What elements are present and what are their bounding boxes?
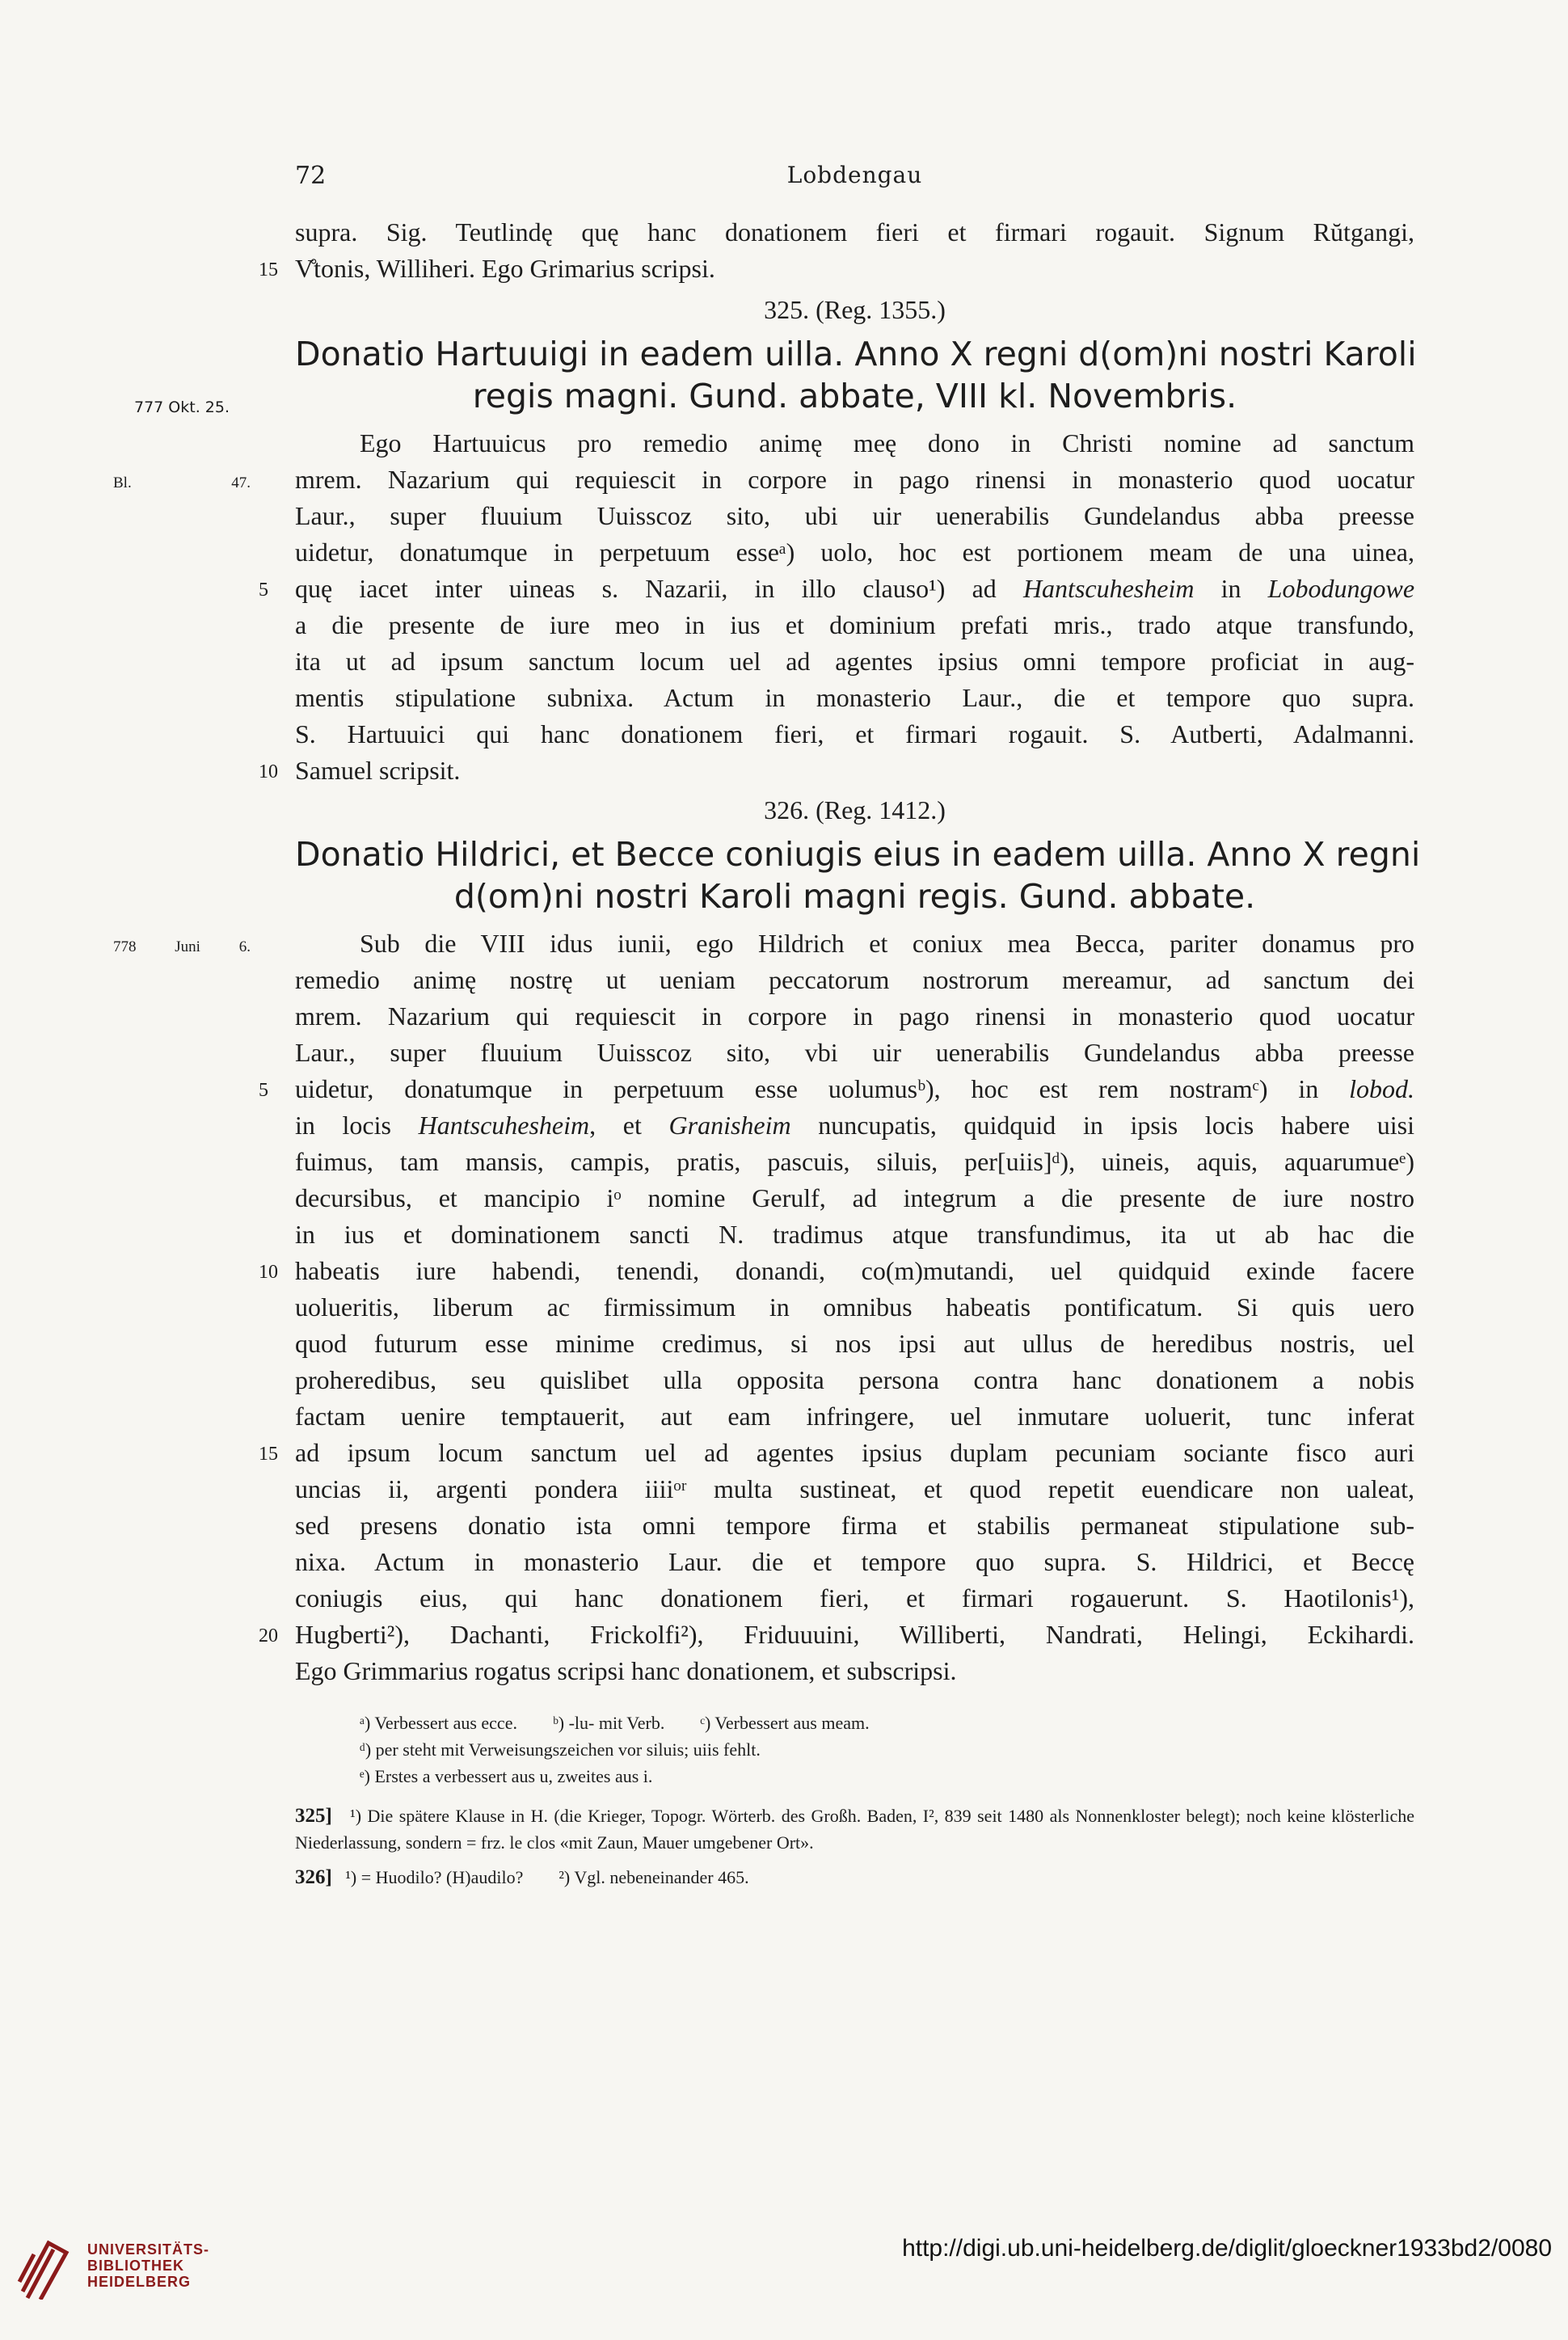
source-url-link[interactable]: http://digi.ub.uni-heidelberg.de/diglit/gloeckner1933bd2/0080 — [902, 2235, 1552, 2262]
commentary-325: 325] ¹) Die spätere Klause in H. (die Krieger, Topogr. Wörterb. des Großh. Baden, I², 839 seit 1480 als Nonnenkloster belegt); noch keine klösterliche Niederlassung, sondern = frz. le clos «mit Zaun, Mauer umgebener Ort». — [295, 1805, 1414, 1853]
line-number: 15 — [259, 1444, 278, 1465]
running-title: Lobdengau — [786, 162, 923, 188]
line-number: 5 — [259, 1080, 268, 1101]
margin-date: 777 Okt. 25. — [133, 398, 230, 416]
library-logo-icon — [16, 2235, 77, 2300]
line-number: 5 — [259, 580, 268, 601]
line-number: 10 — [259, 1262, 278, 1283]
text-line: 15 V̊tonis, Williheri. Ego Grimarius scripsi. — [295, 251, 1414, 287]
footnote: ᵈ) per steht mit Verweisungszeichen vor siluis; uiis fehlt. — [360, 1739, 761, 1760]
digitization-footer — [0, 2235, 1568, 2340]
margin-folio: Bl. 47. — [113, 474, 251, 491]
footnote: ᵃ) Verbessert aus ecce. ᵇ) -lu- mit Verb. ᶜ) Verbessert aus meam. — [360, 1713, 870, 1733]
text-line: supra. Sig. Teutlindę quę hanc donationem fieri et firmari rogauit. Signum Rŭtgangi, — [295, 217, 1414, 247]
line-number: 10 — [259, 761, 278, 782]
library-name: UNIVERSITÄTS- BIBLIOTHEK HEIDELBERG — [87, 2241, 210, 2290]
running-header — [295, 162, 1414, 194]
line-number: 20 — [259, 1625, 278, 1646]
commentary-326: 326] ¹) = Huodilo? (H)audilo? ²) Vgl. nebeneinander 465. — [295, 1866, 749, 1888]
margin-date: 778 Juni 6. — [113, 938, 251, 955]
main-text — [113, 214, 1421, 1689]
document-heading: Donatio Hildrici, et Becce coniugis eius in eadem uilla. Anno X regni d(om)ni nostri Karoli magni regis. Gund. abbate. — [295, 835, 1421, 916]
document-heading: Donatio Hartuuigi in eadem uilla. Anno X regni d(om)ni nostri Karoli 777 Okt. 25. regis magni. Gund. abbate, VIII kl. Novembris. — [295, 333, 1414, 417]
document-text: Ego Hartuuicus pro remedio animę meę dono in Christi nomine ad sanctum Bl. 47. mrem. Nazarium qui requiescit in corpore in pago rinensi in monasterio quod uocatur Laur., super fluuium Uuisscoz sito, ubi uir uenerabilis Gundelandus abba preesse uidetur, donatumque in perpetuum esseᵃ) uolo, hoc est portionem meam de una uinea, 5 quę iacet inter uineas s. Nazarii, in illo clauso¹) ad Hantscuhesheim in Lobodungowe a die presente de iure meo in ius et dominium prefati mris., trado atque transfundo, ita ut ad ipsum sanctum locum uel ad agentes ipsius omni tempore proficiat in aug- mentis stipulatione subnixa. Actum in monasterio Laur., die et tempore quo supra. S. Hartuuici qui hanc donationem fieri, et firmari rogauit. S. Autberti, Adalmanni. 10 Samuel scripsit. — [295, 425, 1414, 789]
line-number: 15 — [259, 259, 278, 280]
footnote: ᵉ) Erstes a verbessert aus u, zweites aus i. — [360, 1766, 653, 1786]
document-number: 326. (Reg. 1412.) — [764, 795, 946, 824]
footnotes — [295, 1710, 1414, 1891]
document-number: 325. (Reg. 1355.) — [764, 295, 946, 324]
document-text: 778 Juni 6. Sub die VIII idus iunii, ego Hildrich et coniux mea Becca, pariter donamus pro remedio animę nostrę ut ueniam peccatorum nostrorum mereamur, ad sanctum dei mrem. Nazarium qui requiescit in corpore in pago rinensi in monasterio quod uocatur Laur., super fluuium Uuisscoz sito, vbi uir uenerabilis Gundelandus abba preesse 5 uidetur, donatumque in perpetuum esse uolumusᵇ), hoc est rem nostramᶜ) in lobod. in locis Hantscuhesheim, et Granisheim nuncupatis, quidquid in ipsis locis habere uisi fuimus, tam mansis, campis, pratis, pascuis, siluis, per[uiis]ᵈ), uineis, aquis, aquarumueᵉ) decursibus, et mancipio iᵒ nomine Gerulf, ad integrum a die presente de iure nostro in ius et dominationem sancti N. tradimus atque transfundimus, ita ut ab hac die 10 habeatis iure habendi, tenendi, donandi, co(m)mutandi, uel quidquid exinde facere uolueritis, liberum ac firmissimum in omnibus habeatis pontificatum. Si quis uero quod futurum esse minime credimus, si nos ipsi aut ullus de heredibus nostris, uel proheredibus, seu quislibet ulla opposita persona contra hanc donationem a nobis factam uenire temptauerit, aut eam infringere, uel inmutare uoluerit, tunc inferat 15 ad ipsum locum sanctum uel ad agentes ipsius duplam pecuniam sociante fisco auri uncias ii, argenti pondera iiiiᵒʳ multa sustineat, et quod repetit euendicare non ualeat, sed presens donatio ista omni tempore firma et stabilis permaneat stipulatione sub- nixa. Actum in monasterio Laur. die et tempore quo supra. S. Hildrici, et Beccę coniugis eius, qui hanc donationem fieri, et firmari rogauerunt. S. Haotilonis¹), 20 Hugberti²), Dachanti, Frickolfi²), Friduuuini, Williberti, Nandrati, Helingi, Eckihardi. Ego Grimmarius rogatus scripsi hanc donationem, et subscripsi. — [113, 929, 1415, 1685]
page-number: 72 — [295, 162, 327, 190]
